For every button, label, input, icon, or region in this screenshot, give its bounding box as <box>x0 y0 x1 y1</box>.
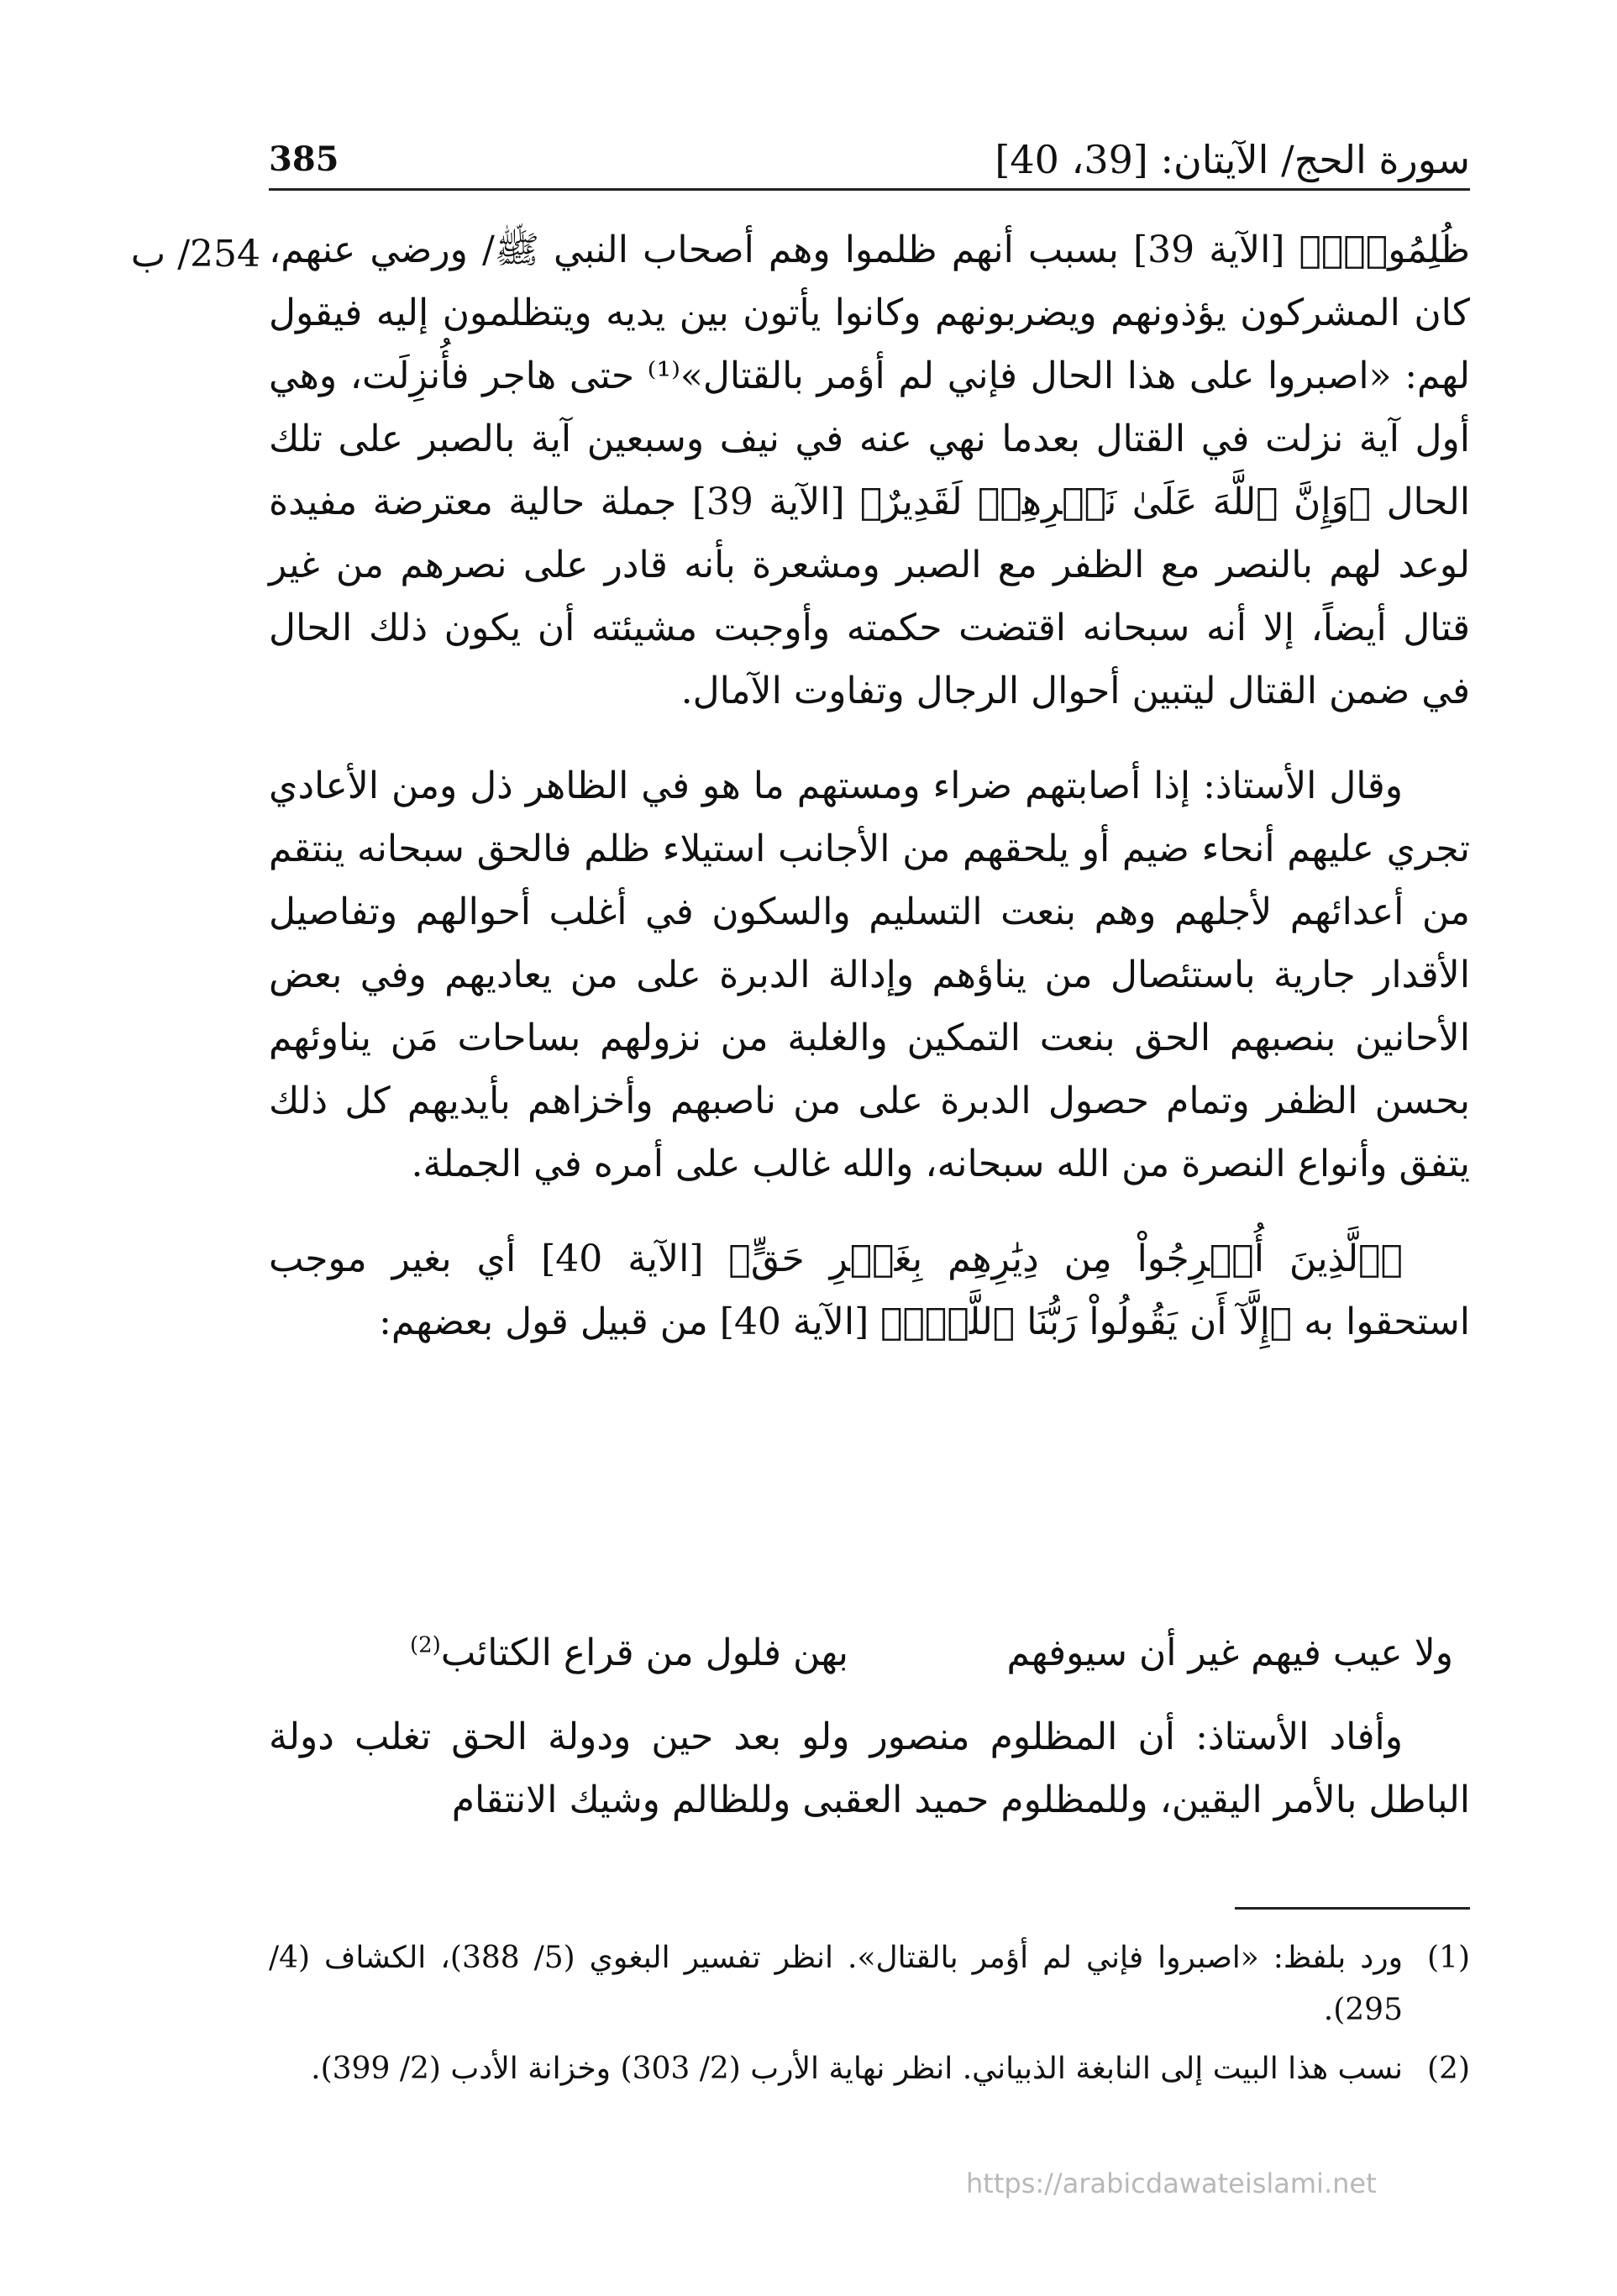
footnote-1 <box>269 1932 1470 2036</box>
footnotes <box>269 1932 1470 2102</box>
footnote-number: (1) <box>1427 1941 1470 1975</box>
footnote-separator <box>1235 1907 1470 1910</box>
source-watermark: https://arabicdawateislami.net <box>966 2167 1377 2199</box>
paragraph-1: ظُلِمُواْۚ﴾ [الآية 39] بسبب أنهم ظلموا وهم أصحاب النبي ﷺ/ ورضي عنهم، كان المشركون يؤذونهم ويضربونهم وكانوا يأتون بين يديه ويتظلمون إليه فيقول لهم: «اصبروا على هذا الحال فإني لم أؤمر بالقتال»⁽¹⁾ حتى هاجر فأُنزِلَت، وهي أول آية نزلت في القتال بعدما نهي عنه في نيف وسبعين آية بالصبر على تلك الحال ﴿وَإِنَّ ٱللَّهَ عَلَىٰ نَصۡرِهِمۡ لَقَدِيرٌ﴾ [الآية 39] جملة حالية معترضة مفيدة لوعد لهم بالنصر مع الظفر مع الصبر ومشعرة بأنه قادر على نصرهم من غير قتال أيضاً، إلا أنه سبحانه اقتضت حكمته وأوجبت مشيئته أن يكون ذلك الحال في ضمن القتال ليتبين أحوال الرجال وتفاوت الآمال. <box>269 229 1470 712</box>
footnote-text: ورد بلفظ: «اصبروا فإني لم أؤمر بالقتال». انظر تفسير البغوي (5/ 388)، الكشاف (4/ 295). <box>269 1941 1403 2027</box>
paragraph-4: وأفاد الأستاذ: أن المظلوم منصور ولو بعد حين ودولة الحق تغلب دولة الباطل بالأمر اليقين، وللمظلوم حميد العقبى وللظالم وشيك الانتقام <box>269 1715 1470 1821</box>
page-header <box>269 126 1470 193</box>
main-text-continued <box>269 1705 1470 1831</box>
running-title: سورة الحج/ الآيتان: [39، 40] <box>995 137 1470 182</box>
page-number: 385 <box>269 139 339 179</box>
footnote-number: (2) <box>1427 2052 1470 2086</box>
paragraph-2: وقال الأستاذ: إذا أصابتهم ضراء ومستهم ما هو في الظاهر ذل ومن الأعادي تجري عليهم أنحاء ضيم أو يلحقهم من الأجانب استيلاء ظلم فالحق سبحانه ينتقم من أعدائهم لأجلهم وهم بنعت التسليم والسكون في أغلب أحوالهم وتفاصيل الأقدار جارية باستئصال من يناؤهم وإدالة الدبرة على من يعاديهم وفي بعض الأحانين بنصبهم الحق بنعت التمكين والغلبة من نزولهم بساحات مَن يناوئهم بحسن الظفر وتمام حصول الدبرة على من ناصبهم وأخزاهم بأيديهم كل ذلك يتفق وأنواع النصرة من الله سبحانه، والله غالب على أمره في الجملة. <box>269 764 1470 1185</box>
verse-hemistich-2 <box>410 1621 848 1684</box>
main-text <box>269 218 1470 1353</box>
header-rule <box>269 188 1470 191</box>
verse-hemistich-2-text: بهن فلول من قراع الكتائب <box>440 1631 848 1674</box>
verse-footnote-marker: (2) <box>409 1632 441 1658</box>
paragraph-3: ﴿ٱلَّذِينَ أُخۡرِجُواْ مِن دِيَٰرِهِم بِغَيۡرِ حَقٍّ﴾ [الآية 40] أي بغير موجب استحقوا به ﴿إِلَّآ أَن يَقُولُواْ رَبُّنَا ٱللَّهُۗ﴾ [الآية 40] من قبيل قول بعضهم: <box>269 1237 1470 1343</box>
verse-hemistich-1: ولا عيب فيهم غير أن سيوفهم <box>1006 1631 1453 1674</box>
footnote-2 <box>269 2043 1470 2095</box>
footnote-text: نسب هذا البيت إلى النابغة الذبياني. انظر نهاية الأرب (2/ 303) وخزانة الأدب (2/ 399). <box>311 2052 1403 2086</box>
manuscript-folio-marker: 254/ ب <box>130 233 260 276</box>
